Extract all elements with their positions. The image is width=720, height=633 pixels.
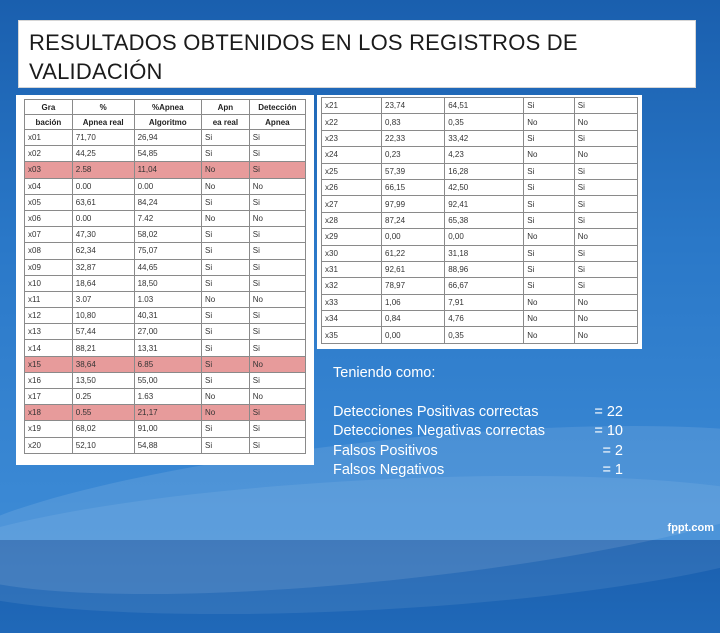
cell-apnea-real: Si (202, 372, 250, 388)
cell-real-pct: 23,74 (382, 98, 445, 114)
cell-real-pct: 0,83 (382, 114, 445, 130)
cell-algo-pct: 75,07 (134, 243, 201, 259)
table-1 (24, 99, 306, 454)
cell-real-pct: 1,06 (382, 294, 445, 310)
cell-apnea-real: Si (524, 212, 575, 228)
cell-id: x29 (322, 229, 382, 245)
cell-apnea-real: Si (524, 130, 575, 146)
cell-id: x01 (25, 130, 73, 146)
header-apnea-algo-pct: %Apnea (134, 100, 201, 115)
cell-apnea-real: Si (524, 163, 575, 179)
table-1-body (25, 130, 306, 454)
cell-apnea-real: Si (202, 259, 250, 275)
table-row (322, 98, 638, 114)
cell-deteccion: Si (249, 275, 305, 291)
summary-label: Detecciones Negativas correctas (333, 423, 545, 439)
cell-id: x19 (25, 421, 73, 437)
cell-id: x28 (322, 212, 382, 228)
cell-deteccion: Si (249, 259, 305, 275)
results-table-1 (16, 95, 314, 465)
cell-id: x08 (25, 243, 73, 259)
cell-algo-pct: 55,00 (134, 372, 201, 388)
cell-id: x21 (322, 98, 382, 114)
cell-algo-pct: 7.42 (134, 210, 201, 226)
cell-algo-pct: 4,23 (445, 147, 524, 163)
summary-value: = 2 (602, 442, 623, 459)
cell-deteccion: Si (574, 278, 637, 294)
cell-algo-pct: 31,18 (445, 245, 524, 261)
cell-algo-pct: 65,38 (445, 212, 524, 228)
cell-apnea-real: No (524, 114, 575, 130)
table-row (25, 275, 306, 291)
cell-real-pct: 2.58 (72, 162, 134, 178)
cell-deteccion: Si (574, 245, 637, 261)
cell-id: x16 (25, 372, 73, 388)
header-apnea-real-2: ea real (202, 115, 250, 130)
cell-real-pct: 0.00 (72, 210, 134, 226)
cell-apnea-real: No (524, 229, 575, 245)
slide-title-line-1: RESULTADOS OBTENIDOS EN LOS REGISTROS DE (29, 30, 578, 55)
cell-apnea-real: No (524, 294, 575, 310)
cell-apnea-real: No (202, 291, 250, 307)
table-1-header-row-1 (25, 100, 306, 115)
table-row (322, 179, 638, 195)
cell-real-pct: 22,33 (382, 130, 445, 146)
cell-algo-pct: 4,76 (445, 311, 524, 327)
cell-deteccion: Si (249, 324, 305, 340)
summary-label: Falsos Negativos (333, 462, 445, 478)
cell-deteccion: No (249, 356, 305, 372)
cell-deteccion: Si (574, 163, 637, 179)
cell-apnea-real: Si (524, 261, 575, 277)
cell-real-pct: 10,80 (72, 308, 134, 324)
table-2-body (322, 98, 638, 344)
cell-algo-pct: 42,50 (445, 179, 524, 195)
cell-deteccion: Si (249, 437, 305, 453)
cell-apnea-real: No (524, 311, 575, 327)
cell-id: x14 (25, 340, 73, 356)
cell-id: x03 (25, 162, 73, 178)
cell-algo-pct: 18,50 (134, 275, 201, 291)
cell-deteccion: No (574, 311, 637, 327)
cell-deteccion: No (249, 291, 305, 307)
cell-algo-pct: 1.03 (134, 291, 201, 307)
cell-algo-pct: 0,35 (445, 114, 524, 130)
cell-id: x05 (25, 194, 73, 210)
cell-id: x02 (25, 146, 73, 162)
cell-id: x18 (25, 405, 73, 421)
summary-block (333, 364, 623, 481)
cell-deteccion: No (574, 229, 637, 245)
cell-real-pct: 78,97 (382, 278, 445, 294)
cell-apnea-real: Si (202, 421, 250, 437)
cell-apnea-real: Si (202, 308, 250, 324)
summary-label: Detecciones Positivas correctas (333, 403, 539, 420)
cell-deteccion: Si (249, 340, 305, 356)
cell-deteccion: Si (574, 179, 637, 195)
cell-real-pct: 13,50 (72, 372, 134, 388)
cell-real-pct: 63,61 (72, 194, 134, 210)
cell-id: x13 (25, 324, 73, 340)
cell-id: x17 (25, 389, 73, 405)
cell-apnea-real: No (202, 210, 250, 226)
cell-apnea-real: Si (202, 275, 250, 291)
cell-algo-pct: 92,41 (445, 196, 524, 212)
cell-deteccion: Si (249, 405, 305, 421)
cell-algo-pct: 58,02 (134, 227, 201, 243)
header-grabacion-2: bación (25, 115, 73, 130)
cell-apnea-real: Si (202, 194, 250, 210)
table-1-header-row-2 (25, 115, 306, 130)
cell-algo-pct: 66,67 (445, 278, 524, 294)
cell-deteccion: Si (249, 372, 305, 388)
cell-algo-pct: 0.00 (134, 178, 201, 194)
cell-real-pct: 38,64 (72, 356, 134, 372)
cell-deteccion: Si (249, 146, 305, 162)
cell-apnea-real: Si (202, 130, 250, 146)
cell-real-pct: 0.00 (72, 178, 134, 194)
cell-deteccion: Si (249, 130, 305, 146)
cell-apnea-real: No (202, 389, 250, 405)
cell-real-pct: 0.25 (72, 389, 134, 405)
header-apnea-real: Apn (202, 100, 250, 115)
cell-id: x15 (25, 356, 73, 372)
cell-id: x31 (322, 261, 382, 277)
table-row (322, 261, 638, 277)
table-row (322, 311, 638, 327)
table-row (25, 389, 306, 405)
cell-real-pct: 66,15 (382, 179, 445, 195)
table-row (25, 162, 306, 178)
cell-deteccion: No (574, 294, 637, 310)
cell-real-pct: 0,00 (382, 229, 445, 245)
table-row (322, 130, 638, 146)
cell-apnea-real: Si (524, 278, 575, 294)
cell-algo-pct: 26,94 (134, 130, 201, 146)
cell-deteccion: Si (249, 194, 305, 210)
cell-algo-pct: 54,85 (134, 146, 201, 162)
table-row (25, 194, 306, 210)
cell-id: x06 (25, 210, 73, 226)
cell-real-pct: 57,44 (72, 324, 134, 340)
summary-label: Falsos Positivos (333, 442, 438, 459)
table-row (322, 147, 638, 163)
cell-real-pct: 71,70 (72, 130, 134, 146)
table-row (25, 259, 306, 275)
table-row (25, 340, 306, 356)
cell-apnea-real: Si (202, 227, 250, 243)
cell-id: x23 (322, 130, 382, 146)
cell-id: x27 (322, 196, 382, 212)
header-apnea-real-pct: % (72, 100, 134, 115)
cell-real-pct: 0,84 (382, 311, 445, 327)
table-row (25, 421, 306, 437)
summary-line (333, 461, 623, 481)
cell-apnea-real: Si (202, 146, 250, 162)
cell-real-pct: 3.07 (72, 291, 134, 307)
cell-deteccion: No (249, 389, 305, 405)
cell-real-pct: 97,99 (382, 196, 445, 212)
table-row (322, 327, 638, 343)
cell-algo-pct: 21,17 (134, 405, 201, 421)
cell-apnea-real: No (202, 405, 250, 421)
cell-deteccion: No (574, 327, 637, 343)
cell-algo-pct: 84,24 (134, 194, 201, 210)
cell-apnea-real: No (202, 178, 250, 194)
table-row (25, 130, 306, 146)
cell-deteccion: Si (249, 162, 305, 178)
cell-real-pct: 0,23 (382, 147, 445, 163)
brand-logo-text: fppt.com (667, 522, 714, 534)
table-row (25, 324, 306, 340)
cell-real-pct: 87,24 (382, 212, 445, 228)
cell-algo-pct: 54,88 (134, 437, 201, 453)
table-row (25, 227, 306, 243)
table-row (322, 245, 638, 261)
cell-id: x26 (322, 179, 382, 195)
cell-deteccion: Si (574, 130, 637, 146)
summary-line (333, 442, 623, 462)
cell-apnea-real: Si (524, 196, 575, 212)
cell-algo-pct: 6.85 (134, 356, 201, 372)
cell-id: x24 (322, 147, 382, 163)
cell-algo-pct: 0,35 (445, 327, 524, 343)
cell-algo-pct: 27,00 (134, 324, 201, 340)
cell-algo-pct: 91,00 (134, 421, 201, 437)
table-row (25, 291, 306, 307)
cell-deteccion: Si (249, 421, 305, 437)
header-apnea-real-pct-2: Apnea real (72, 115, 134, 130)
cell-real-pct: 68,02 (72, 421, 134, 437)
table-row (25, 178, 306, 194)
cell-apnea-real: Si (202, 437, 250, 453)
cell-deteccion: Si (574, 98, 637, 114)
cell-deteccion: Si (574, 196, 637, 212)
cell-apnea-real: Si (202, 356, 250, 372)
title-box (18, 20, 696, 88)
table-row (25, 210, 306, 226)
cell-apnea-real: Si (202, 340, 250, 356)
table-row (25, 372, 306, 388)
cell-apnea-real: Si (524, 245, 575, 261)
table-row (25, 243, 306, 259)
header-apnea-algo-pct-2: Algoritmo (134, 115, 201, 130)
table-row (322, 196, 638, 212)
cell-algo-pct: 11,04 (134, 162, 201, 178)
header-grabacion: Gra (25, 100, 73, 115)
cell-id: x33 (322, 294, 382, 310)
cell-real-pct: 52,10 (72, 437, 134, 453)
summary-intro: Teniendo como: (333, 365, 436, 381)
cell-algo-pct: 40,31 (134, 308, 201, 324)
cell-deteccion: Si (574, 212, 637, 228)
cell-id: x30 (322, 245, 382, 261)
cell-id: x25 (322, 163, 382, 179)
cell-algo-pct: 64,51 (445, 98, 524, 114)
cell-real-pct: 47,30 (72, 227, 134, 243)
cell-algo-pct: 0,00 (445, 229, 524, 245)
cell-id: x11 (25, 291, 73, 307)
cell-algo-pct: 7,91 (445, 294, 524, 310)
header-deteccion-2: Apnea (249, 115, 305, 130)
cell-apnea-real: Si (202, 324, 250, 340)
table-row (25, 356, 306, 372)
cell-id: x22 (322, 114, 382, 130)
summary-value: = 22 (594, 403, 623, 420)
cell-algo-pct: 13,31 (134, 340, 201, 356)
cell-deteccion: No (249, 178, 305, 194)
cell-deteccion: Si (574, 261, 637, 277)
cell-deteccion: Si (249, 227, 305, 243)
table-row (25, 437, 306, 453)
cell-real-pct: 92,61 (382, 261, 445, 277)
cell-real-pct: 0.55 (72, 405, 134, 421)
cell-real-pct: 61,22 (382, 245, 445, 261)
cell-algo-pct: 16,28 (445, 163, 524, 179)
cell-deteccion: No (574, 147, 637, 163)
cell-id: x34 (322, 311, 382, 327)
cell-id: x35 (322, 327, 382, 343)
cell-deteccion: Si (249, 243, 305, 259)
summary-value: = 10 (594, 423, 623, 439)
cell-apnea-real: No (202, 162, 250, 178)
summary-line (333, 403, 623, 423)
background-wave-2 (0, 457, 720, 633)
slide-title-line-2: VALIDACIÓN (29, 59, 163, 84)
cell-real-pct: 62,34 (72, 243, 134, 259)
cell-apnea-real: No (524, 327, 575, 343)
cell-id: x12 (25, 308, 73, 324)
table-row (322, 163, 638, 179)
cell-real-pct: 0,00 (382, 327, 445, 343)
cell-algo-pct: 88,96 (445, 261, 524, 277)
cell-id: x32 (322, 278, 382, 294)
cell-real-pct: 88,21 (72, 340, 134, 356)
table-row (25, 146, 306, 162)
cell-id: x10 (25, 275, 73, 291)
cell-real-pct: 44,25 (72, 146, 134, 162)
cell-deteccion: No (574, 114, 637, 130)
cell-id: x07 (25, 227, 73, 243)
results-table-2 (317, 95, 642, 349)
summary-value: = 1 (602, 462, 623, 478)
summary-lines (333, 403, 623, 481)
cell-apnea-real: No (524, 147, 575, 163)
table-row (322, 114, 638, 130)
cell-deteccion: No (249, 210, 305, 226)
cell-deteccion: Si (249, 308, 305, 324)
table-row (322, 278, 638, 294)
cell-apnea-real: Si (202, 243, 250, 259)
cell-real-pct: 32,87 (72, 259, 134, 275)
cell-real-pct: 18,64 (72, 275, 134, 291)
cell-apnea-real: Si (524, 98, 575, 114)
header-deteccion: Detección (249, 100, 305, 115)
summary-line (333, 422, 623, 442)
cell-id: x20 (25, 437, 73, 453)
table-row (322, 212, 638, 228)
cell-real-pct: 57,39 (382, 163, 445, 179)
cell-id: x04 (25, 178, 73, 194)
table-row (25, 405, 306, 421)
cell-algo-pct: 33,42 (445, 130, 524, 146)
cell-apnea-real: Si (524, 179, 575, 195)
table-row (25, 308, 306, 324)
cell-algo-pct: 1.63 (134, 389, 201, 405)
cell-algo-pct: 44,65 (134, 259, 201, 275)
cell-id: x09 (25, 259, 73, 275)
table-row (322, 229, 638, 245)
table-row (322, 294, 638, 310)
table-2 (321, 97, 638, 344)
